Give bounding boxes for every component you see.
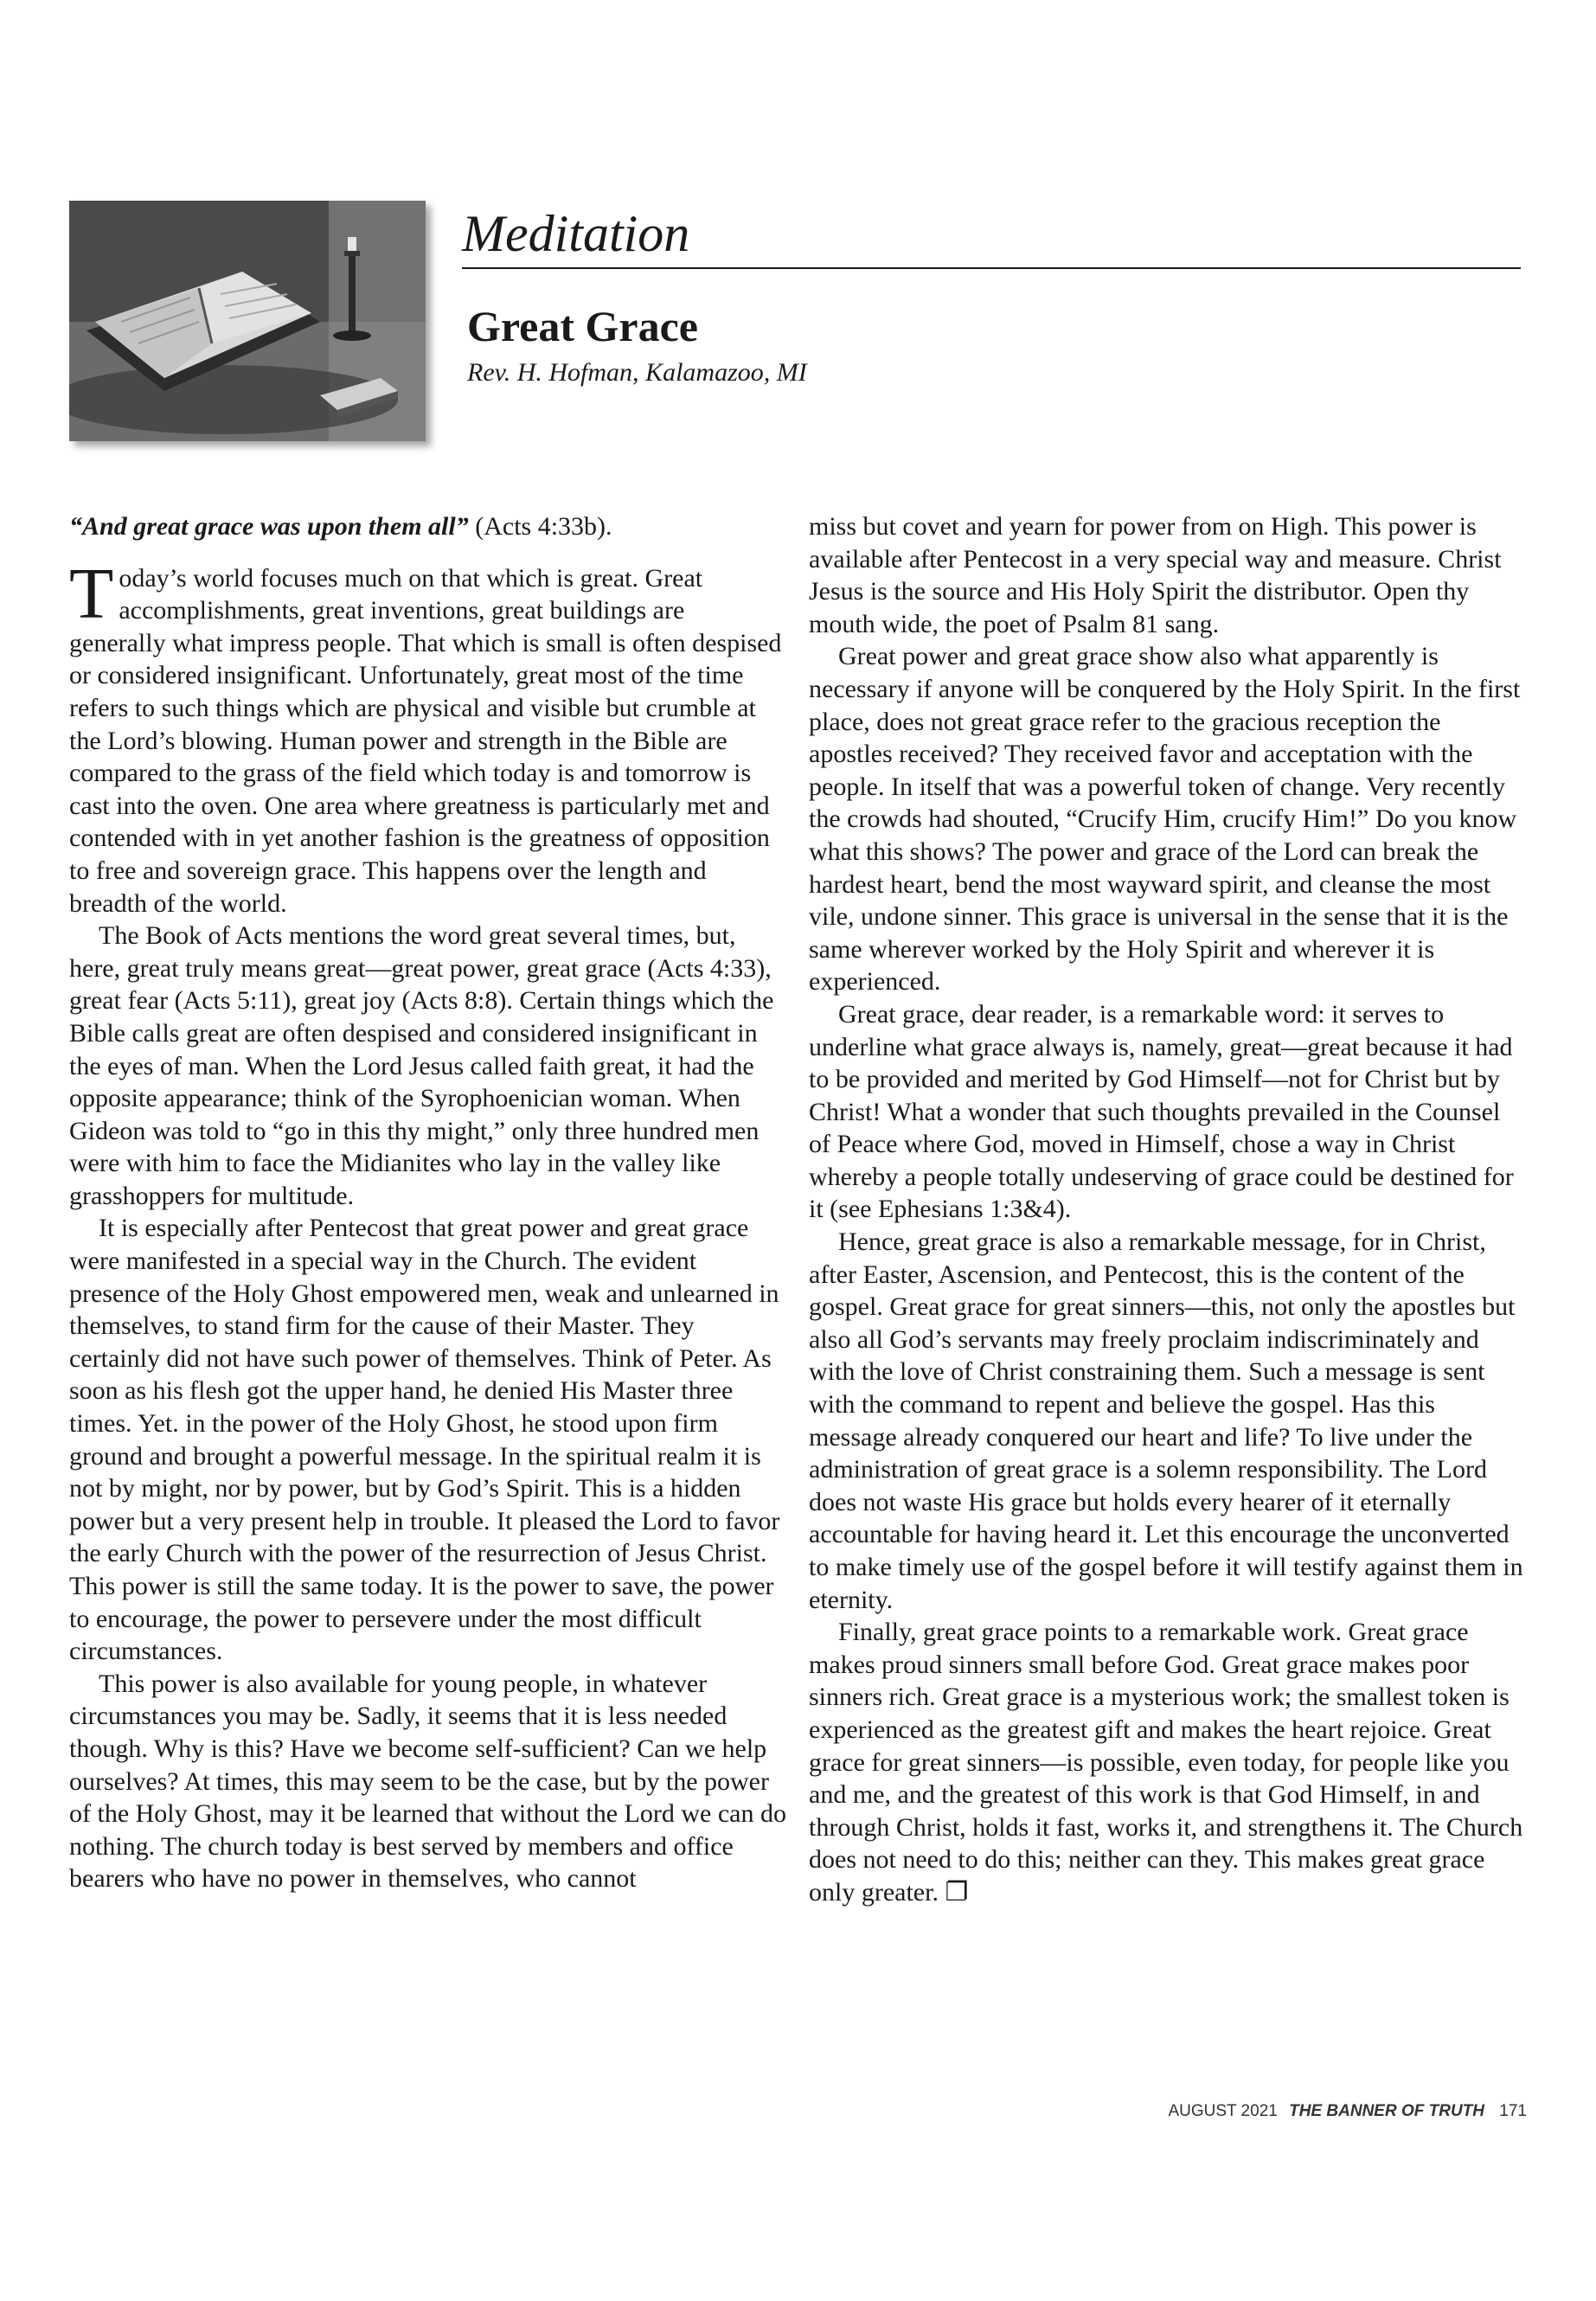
paragraph: The Book of Acts mentions the word great several times, but, here, great truly means great—great power, great grace (Acts 4:33), great fear (Acts 5:11), great joy (Acts 8:8). Certain things which the Bible calls great are often despised and considered insignificant in the eyes of man. When the Lord Jesus called faith great, it had the opposite appearance; think of the Syrophoenician woman. When Gideon was told to “go in this thy might,” only three hundred men were with him to face the Midianites who lay in the valley like grasshoppers for multitude.: [69, 921, 774, 1210]
drop-cap: T: [69, 553, 114, 634]
open-bible-illustration: [69, 201, 426, 441]
candle-icon: [348, 237, 356, 251]
left-column: [69, 510, 787, 1895]
text-verse: [69, 510, 787, 543]
paragraph: Great grace, dear reader, is a remarkable word: it serves to underline what grace always is, namely, great—great because it had to be provided and merited by God Himself—not for Christ but by Christ! What a wonder that such thoughts prevailed in the Counsel of Peace where God, moved in Himself, chose a way in Christ whereby a people totally undeserving of grace could be destined for it (see Ephesians 1:3&4).: [809, 999, 1514, 1224]
paragraph: Hence, great grace is also a remarkable message, for in Christ, after Easter, Ascension, and Pentecost, this is the content of the gospel. Great grace for great sinners—this, not only the apostles but also all God’s servants may freely proclaim indiscriminately and with the love of Christ constraining them. Such a message is sent with the command to repent and believe the gospel. Has this message already conquered our heart and life? To live under the administration of great grace is a solemn responsibility. The Lord does not waste His grace but holds every hearer of it eternally accountable for having heard it. Let this encourage the unconverted to make timely use of the gospel before it will testify against them in eternity.: [809, 1227, 1523, 1614]
paragraph: Finally, great grace points to a remarkable work. Great grace makes proud sinners small before God. Great grace makes poor sinners rich. Great grace is a mysterious work; the smallest token is experienced as the greatest gift and makes the heart rejoice. Great grace for great sinners—is possible, even today, for people like you and me, and the greatest of this work is that God Himself, in and through Christ, holds it fast, works it, and strengthens it. The Church does not need to do this; neither can they. This makes great grace only greater. ❐: [809, 1618, 1523, 1907]
issue-date: AUGUST 2021: [1168, 2102, 1278, 2120]
paragraph: miss but covet and yearn for power from on High. This power is available after Pentecost in a very special way and measure. Christ Jesus is the source and His Holy Spirit the distributor. Open thy mouth wide, the poet of Psalm 81 sang.: [809, 512, 1502, 638]
section-title: Meditation: [462, 205, 690, 262]
verse-quote: “And great grace was upon them all”: [69, 512, 469, 541]
verse-reference: (Acts 4:33b).: [468, 512, 612, 541]
paragraph: [69, 553, 787, 920]
byline: Rev. H. Hofman, Kalamazoo, MI: [467, 358, 807, 387]
paragraph: This power is also available for young people, in whatever circumstances you may be. Sadly, it seems that it is less needed though. Why is this? Have we become self-sufficient? Can we help ourselves? At times, this may seem to be the case, but by the power of the Holy Ghost, may it be learned that without the Lord we can do nothing. The church today is best served by members and office bearers who have no power in themselves, who cannot: [69, 1669, 786, 1894]
page-number: 171: [1499, 2102, 1527, 2120]
paragraph: It is especially after Pentecost that great power and great grace were manifested in a special way in the Church. The evident presence of the Holy Ghost empowered men, weak and unlearned in themselves, to stand firm for the cause of their Master. They certainly did not have such power of themselves. Think of Peter. As soon as his flesh got the upper hand, he denied His Master three times. Yet. in the power of the Holy Ghost, he stood upon firm ground and brought a powerful message. In the spiritual realm it is not by might, nor by power, but by God’s Spirit. This is a hidden power but a very present help in trouble. It pleased the Lord to favor the early Church with the power of the resurrection of Jesus Christ. This power is still the same today. It is the power to save, the power to encourage, the power to persevere under the most difficult circumstances.: [69, 1214, 780, 1666]
paragraph-text: oday’s world focuses much on that which is great. Great accomplishments, great inventions, great buildings are generally what impress people. That which is small is often despised or considered insignificant. Unfortunately, great most of the time refers to such things which are physical and visible but crumble at the Lord’s blowing. Human power and strength in the Bible are compared to the grass of the field which today is and tomorrow is cast into the oven. One area where greatness is particularly met and contended with in yet another fashion is the greatness of opposition to free and sovereign grace. This happens over the length and breadth of the world.: [69, 563, 782, 918]
magazine-name: THE BANNER OF TRUTH: [1289, 2102, 1485, 2120]
article-title: Great Grace: [467, 302, 698, 350]
paragraph: Great power and great grace show also what apparently is necessary if anyone will be conquered by the Holy Spirit. In the first place, does not great grace refer to the gracious reception the apostles received? They received favor and acceptation with the people. In itself that was a powerful token of change. Very recently the crowds had shouted, “Crucify Him, crucify Him!” Do you know what this shows? The power and grace of the Lord can break the hardest heart, bend the most wayward spirit, and cleanse the most vile, undone sinner. This grace is universal in the sense that it is the same wherever worked by the Holy Spirit and wherever it is experienced.: [809, 642, 1521, 997]
section-rule: [462, 267, 1521, 269]
bible-photo: [69, 201, 426, 441]
right-column: [809, 510, 1527, 1909]
page-footer: [1168, 2102, 1527, 2121]
